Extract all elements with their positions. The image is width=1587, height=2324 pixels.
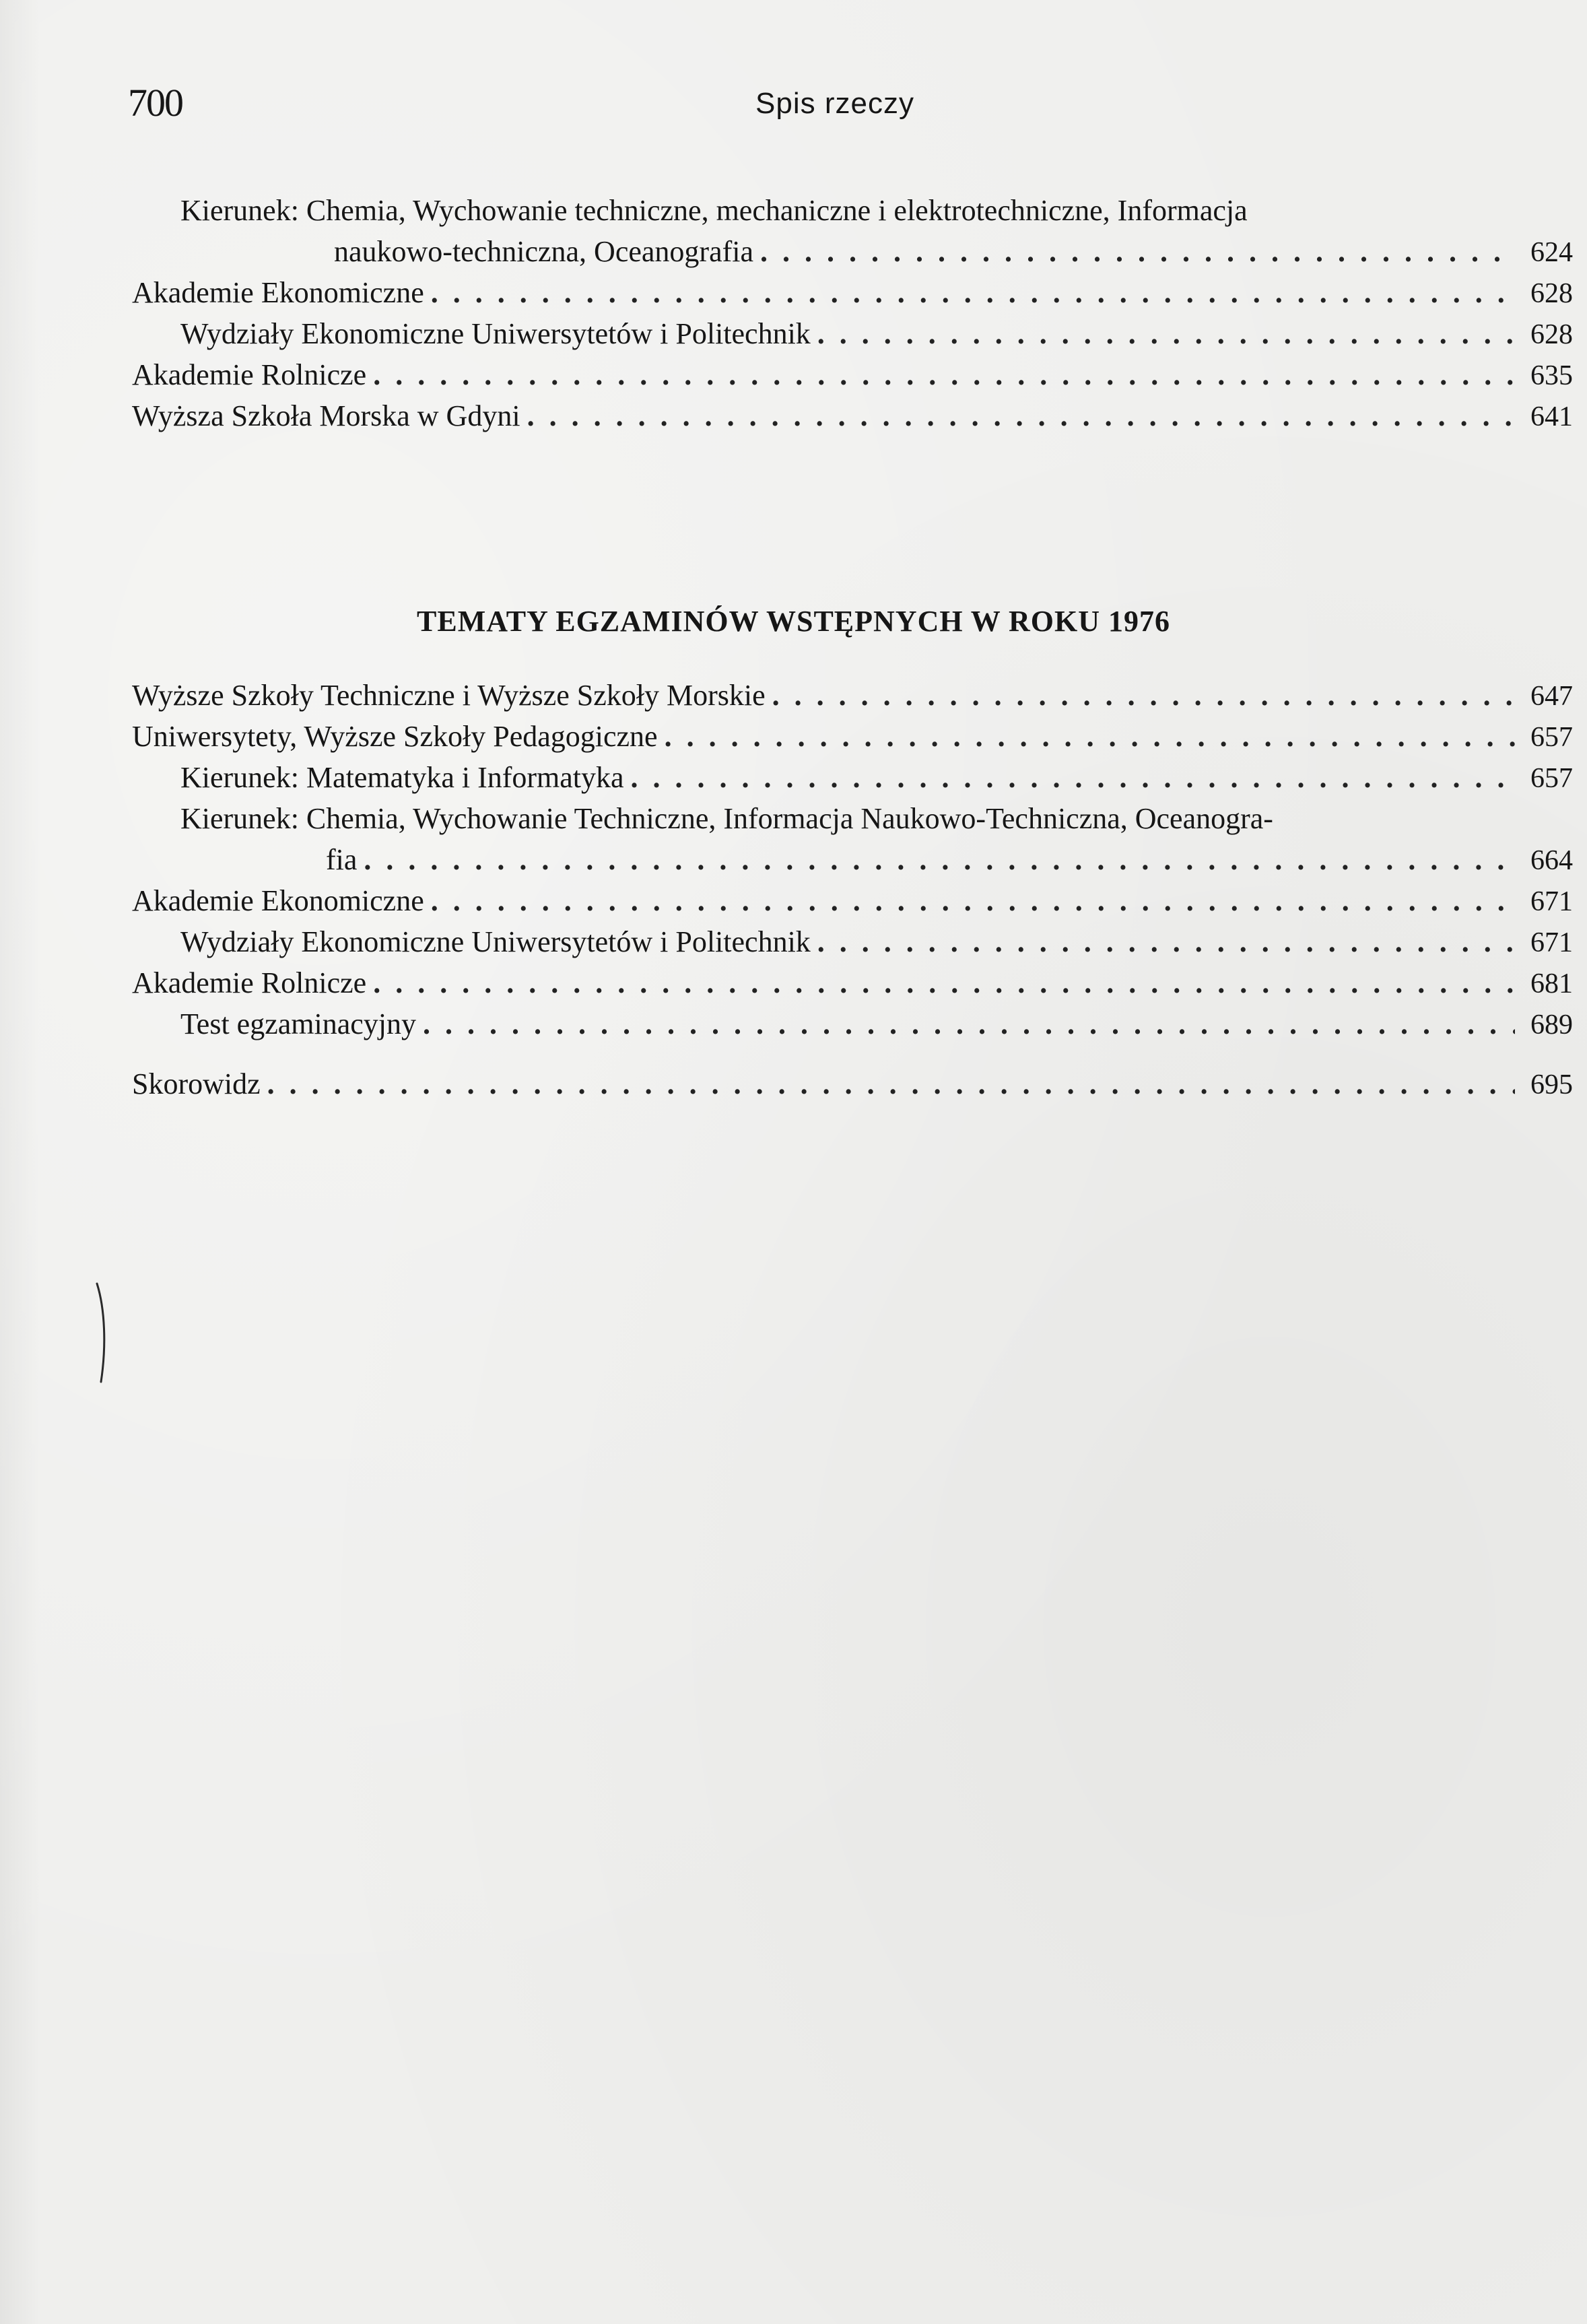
toc-entry[interactable]: [132, 757, 1573, 798]
toc-page-number: 664: [1530, 845, 1573, 876]
toc-entry-label: Kierunek: Chemia, Wychowanie Techniczne, Informacja Naukowo-Techniczna, Oceanogra-: [180, 802, 1273, 835]
toc-entry-label: Test egzaminacyjny: [180, 1007, 417, 1040]
dot-leader: [423, 1003, 1515, 1044]
toc-page-number: 641: [1530, 401, 1573, 432]
toc-entry-label: naukowo-techniczna, Oceanografia: [334, 235, 754, 268]
toc-entry-continuation[interactable]: [132, 231, 1573, 272]
toc-entry[interactable]: [132, 880, 1573, 921]
dot-leader: [267, 1063, 1515, 1104]
toc-entry-label: Akademie Ekonomiczne: [132, 276, 424, 309]
dot-leader: [760, 231, 1515, 272]
toc-entry[interactable]: [132, 921, 1573, 962]
dot-leader: [364, 839, 1515, 880]
dot-leader: [431, 880, 1515, 921]
toc-entry-label: Wydziały Ekonomiczne Uniwersytetów i Politechnik: [180, 317, 811, 350]
toc-entry[interactable]: [132, 1003, 1573, 1044]
toc-page-number: 647: [1530, 681, 1573, 712]
toc-top: [132, 190, 1573, 436]
dot-leader: [373, 962, 1515, 1003]
toc-entry[interactable]: [132, 962, 1573, 1003]
toc-entry-index[interactable]: [132, 1063, 1573, 1104]
toc-entry-label: Wyższe Szkoły Techniczne i Wyższe Szkoły Morskie: [132, 679, 766, 712]
margin-pencil-mark: [94, 1282, 110, 1383]
section-heading: TEMATY EGZAMINÓW WSTĘPNYCH W ROKU 1976: [417, 605, 1170, 638]
toc-page-number: 671: [1530, 927, 1573, 958]
toc-entry-label: Wyższa Szkoła Morska w Gdyni: [132, 399, 520, 432]
toc-entry[interactable]: [132, 190, 1573, 231]
toc-page-number: 628: [1530, 319, 1573, 350]
toc-entry-label: fia: [326, 843, 358, 876]
toc-entry-label: Uniwersytety, Wyższe Szkoły Pedagogiczne: [132, 720, 658, 753]
toc-entry-label: Akademie Rolnicze: [132, 966, 367, 999]
dot-leader: [631, 757, 1515, 798]
toc-entry-continuation[interactable]: [132, 839, 1573, 880]
toc-entry[interactable]: [132, 716, 1573, 757]
toc-page-number: 628: [1530, 278, 1573, 309]
dot-leader: [772, 675, 1515, 716]
toc-entry[interactable]: [132, 395, 1573, 436]
dot-leader: [527, 395, 1515, 436]
toc-page-number: 695: [1530, 1069, 1573, 1100]
toc-page-number: 657: [1530, 763, 1573, 794]
dot-leader: [817, 921, 1515, 962]
dot-leader: [373, 354, 1515, 395]
toc-page-number: 624: [1530, 237, 1573, 268]
toc-page-number: 657: [1530, 722, 1573, 753]
toc-page-number: 635: [1530, 360, 1573, 391]
dot-leader: [817, 313, 1515, 354]
toc-entry-label: Kierunek: Chemia, Wychowanie techniczne, mechaniczne i elektrotechniczne, Informacja: [180, 194, 1248, 227]
toc-entry[interactable]: [132, 354, 1573, 395]
toc-page-number: 671: [1530, 886, 1573, 917]
page-number: 700: [128, 81, 182, 125]
toc-entry-label: Akademie Ekonomiczne: [132, 884, 424, 917]
toc-entry-label: Kierunek: Matematyka i Informatyka: [180, 761, 624, 794]
spacer: [132, 1044, 1573, 1063]
dot-leader: [431, 272, 1515, 313]
toc-entry-label: Akademie Rolnicze: [132, 358, 367, 391]
toc-bottom: [132, 675, 1573, 1104]
toc-entry-label: Skorowidz: [132, 1067, 261, 1100]
running-title: Spis rzeczy: [755, 87, 914, 120]
toc-entry[interactable]: [132, 798, 1573, 839]
toc-page-number: 681: [1530, 968, 1573, 999]
toc-entry[interactable]: [132, 272, 1573, 313]
toc-entry[interactable]: [132, 675, 1573, 716]
toc-entry-label: Wydziały Ekonomiczne Uniwersytetów i Politechnik: [180, 925, 811, 958]
toc-entry[interactable]: [132, 313, 1573, 354]
toc-page-number: 689: [1530, 1009, 1573, 1040]
dot-leader: [665, 716, 1515, 757]
